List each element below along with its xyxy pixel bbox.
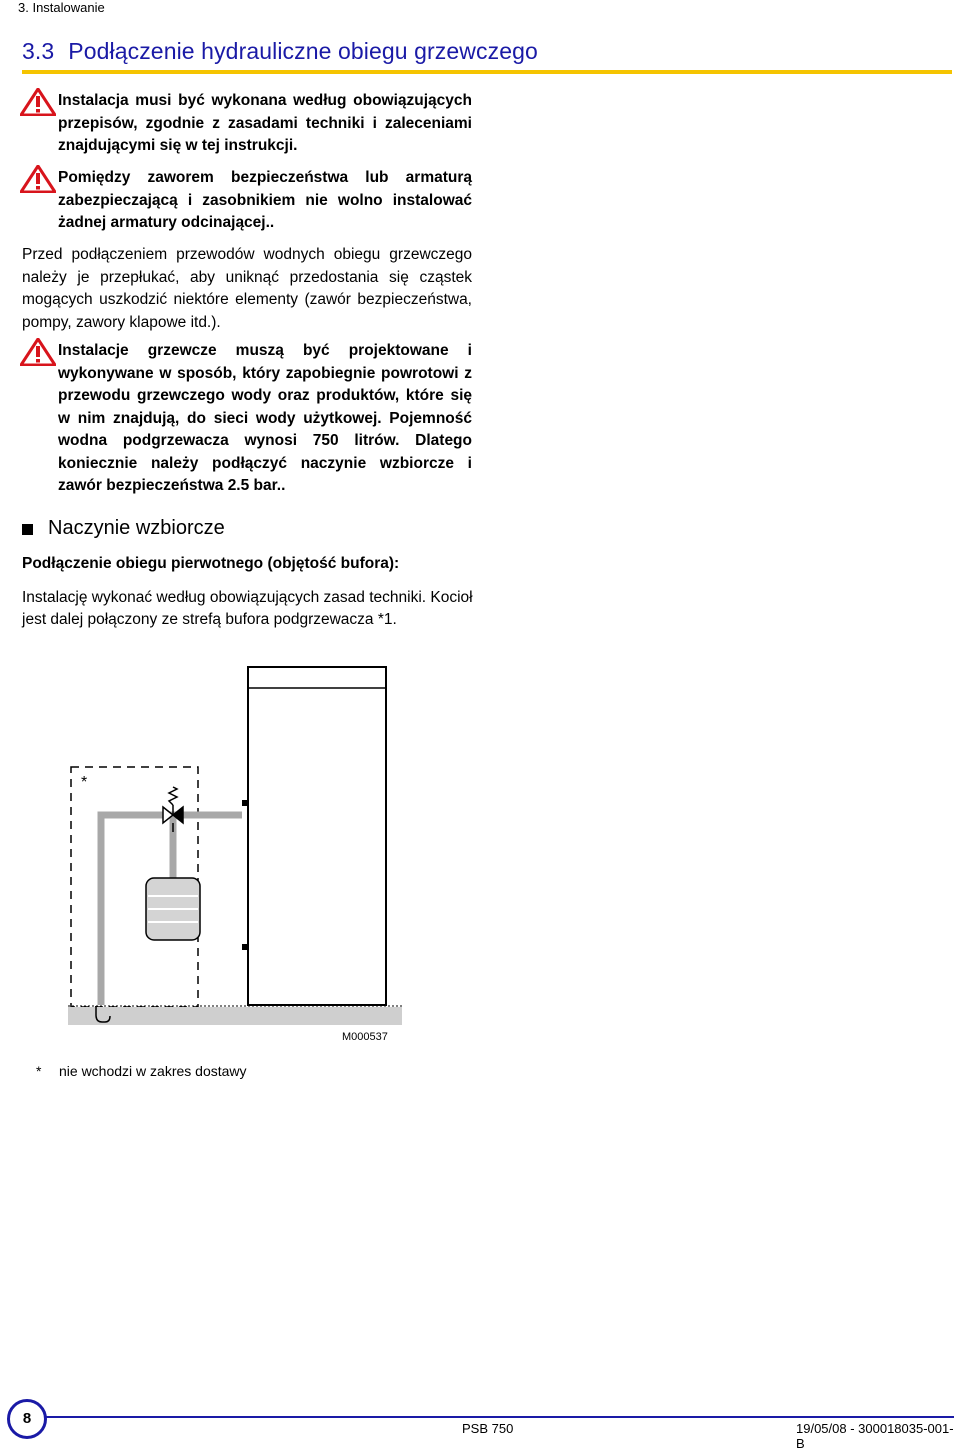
footer-rule: [44, 1416, 954, 1418]
floor: [68, 1007, 402, 1025]
tank-connector: [242, 944, 248, 950]
footer-reference: 19/05/08 - 300018035-001-B: [796, 1421, 954, 1451]
bullet-square-icon: [22, 524, 33, 535]
figure-code: M000537: [342, 1031, 388, 1043]
page-number: 8: [7, 1399, 47, 1439]
primary-circuit-heading: Podłączenie obiegu pierwotnego (objętość bufora):: [22, 555, 400, 572]
footnote-text: nie wchodzi w zakres dostawy: [59, 1063, 247, 1079]
warning-text-1: Instalacja musi być wykonana według obowiązujących przepisów, zgodnie z zasadami techniki i zaleceniami znajdującymi się w tej instrukcji.: [58, 92, 472, 154]
asterisk-mark: *: [81, 774, 88, 791]
title-underline: [22, 70, 952, 74]
tank-connector: [242, 800, 248, 806]
warning-triangle-icon: [20, 165, 56, 193]
storage-tank: [248, 667, 386, 1005]
warning-triangle-icon: [20, 88, 56, 116]
expansion-vessel-diagram: [60, 660, 410, 1050]
running-head: 3. Instalowanie: [18, 0, 105, 15]
warning-triangle-icon: [20, 338, 56, 366]
section-title: [22, 38, 538, 65]
valve-spring-icon: [169, 787, 177, 805]
instruction-text: Instalację wykonać według obowiązujących zasad techniki. Kocioł jest dalej połączony ze strefą bufora podgrzewacza *1.: [22, 589, 473, 628]
flush-paragraph: Przed podłączeniem przewodów wodnych obiegu grzewczego należy je przepłukać, aby uniknąć przedostania się cząstek mogących uszkodzić niektóre elementy (zawór bezpieczeństwa, pompy, zawory klapowe itd.).: [22, 246, 472, 331]
footnote-mark: *: [36, 1063, 42, 1079]
section-number: 3.3: [22, 38, 55, 64]
warning-text-3: Instalacje grzewcze muszą być projektowane i wykonywane w sposób, który zapobiegnie powrotowi z przewodu grzewczego wody oraz produktów, które się w nim znajdują, do sieci wody użytkowej. Pojemność wodna podgrzewacza wynosi 750 litrów. Dlatego koniecznie należy podłączyć naczynie wzbiorcze i zawór bezpieczeństwa 2.5 bar..: [58, 342, 472, 494]
footer-product: PSB 750: [462, 1421, 514, 1436]
warning-text-2: Pomiędzy zaworem bezpieczeństwa lub armaturą zabezpieczającą i zasobnikiem nie wolno instalować żadnej armatury odcinającej..: [58, 169, 472, 231]
subsection-title: Naczynie wzbiorcze: [48, 517, 225, 539]
section-title-text: Podłączenie hydrauliczne obiegu grzewczego: [68, 38, 538, 64]
